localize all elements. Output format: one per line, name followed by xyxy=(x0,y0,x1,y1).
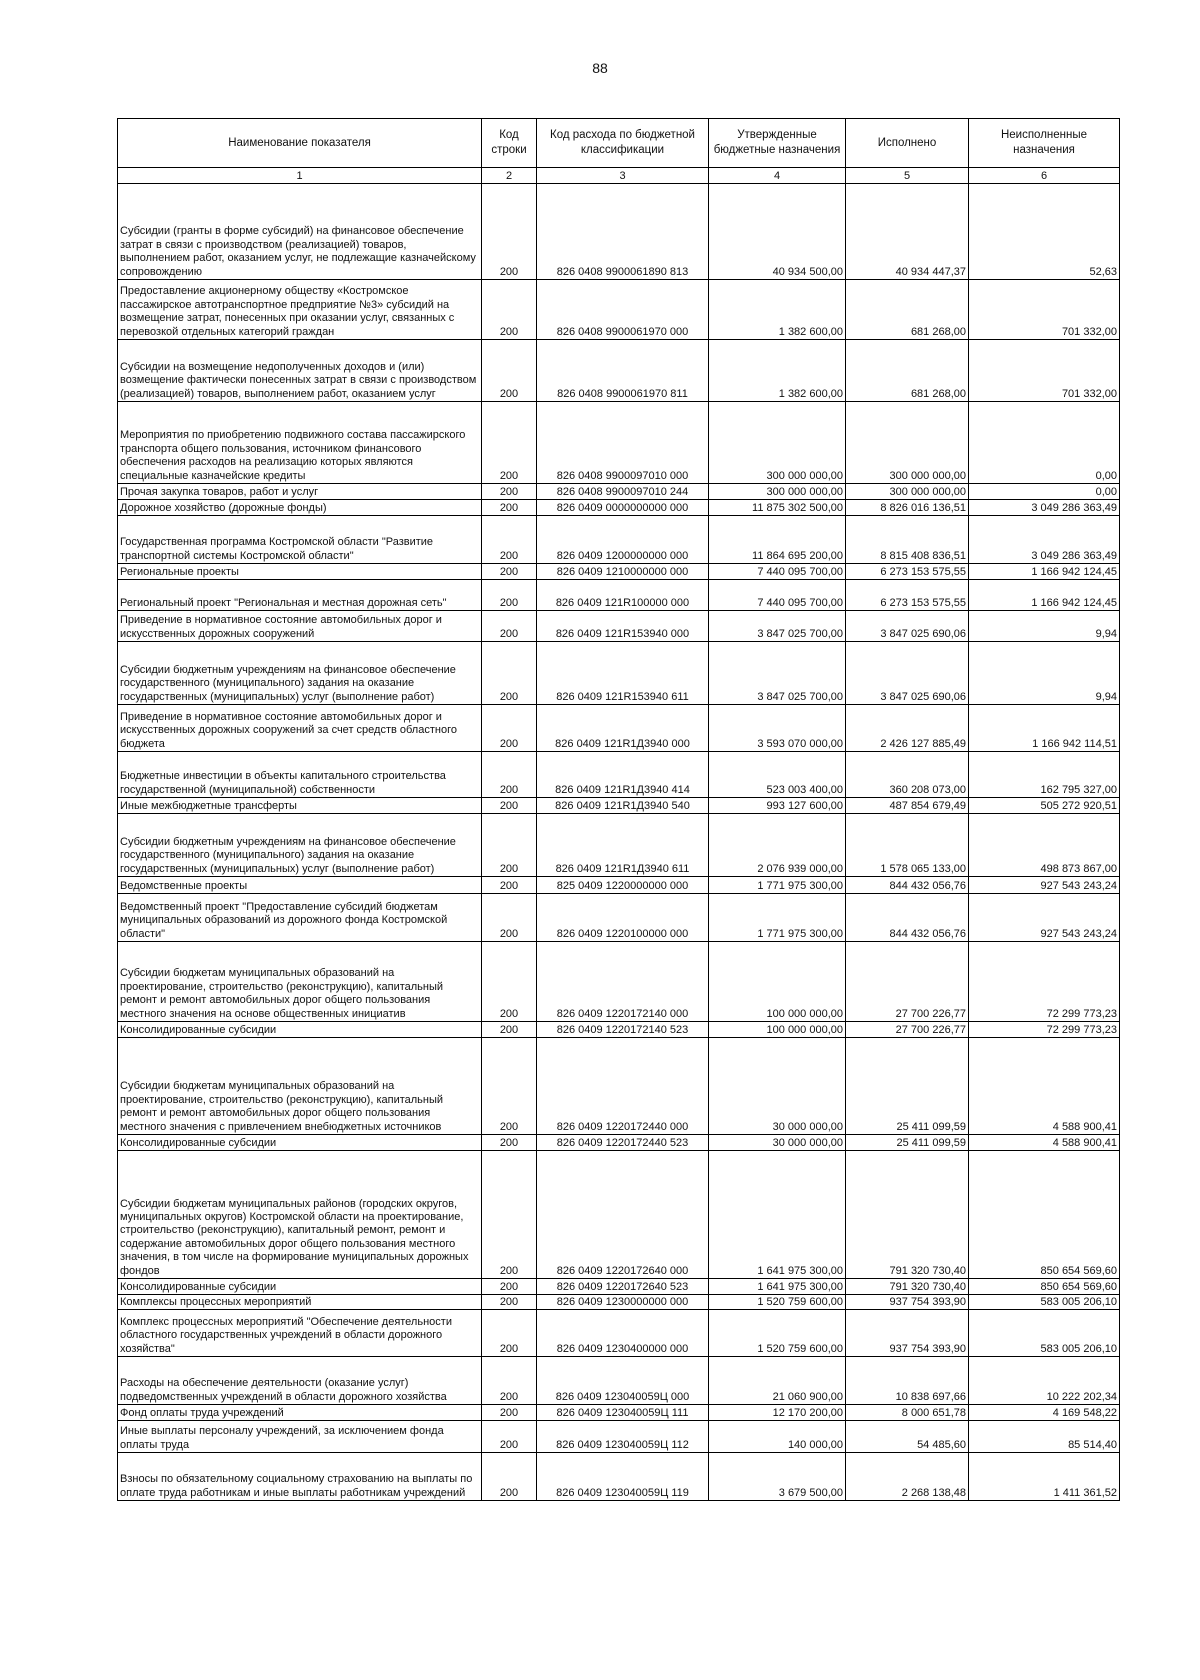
table-row xyxy=(118,814,1120,877)
row-executed: 681 268,00 xyxy=(846,340,969,402)
table-row xyxy=(118,1038,1120,1135)
row-unexecuted: 1 166 942 124,45 xyxy=(969,564,1120,580)
row-classification-code: 826 0409 121R1Д3940 540 xyxy=(537,798,709,814)
row-line-code: 200 xyxy=(482,1453,537,1501)
row-name: Прочая закупка товаров, работ и услуг xyxy=(118,484,482,500)
row-approved: 1 641 975 300,00 xyxy=(709,1279,846,1295)
row-unexecuted: 1 166 942 124,45 xyxy=(969,580,1120,611)
row-unexecuted: 583 005 206,10 xyxy=(969,1295,1120,1310)
row-line-code: 200 xyxy=(482,611,537,642)
row-executed: 937 754 393,90 xyxy=(846,1310,969,1357)
row-approved: 1 382 600,00 xyxy=(709,340,846,402)
row-executed: 27 700 226,77 xyxy=(846,1022,969,1038)
row-name: Субсидии бюджетам муниципальных образований на проектирование, строительство (реконструкцию), капитальный ремонт и ремонт автомобильных дорог общего пользования местного значения на основе общественных инициатив xyxy=(118,942,482,1022)
row-approved: 300 000 000,00 xyxy=(709,402,846,484)
row-name: Иные выплаты персоналу учреждений, за исключением фонда оплаты труда xyxy=(118,1421,482,1453)
row-executed: 360 208 073,00 xyxy=(846,752,969,798)
row-executed: 844 432 056,76 xyxy=(846,877,969,894)
row-line-code: 200 xyxy=(482,1421,537,1453)
row-line-code: 200 xyxy=(482,1295,537,1310)
row-classification-code: 826 0409 1220172640 000 xyxy=(537,1151,709,1279)
row-name: Предоставление акционерному обществу «Костромское пассажирское автотранспортное предприятие №3» субсидий на возмещение затрат, понесенных при оказании услуг, связанных с перевозкой отдельных категорий граждан xyxy=(118,280,482,340)
row-name: Субсидии бюджетным учреждениям на финансовое обеспечение государственного (муниципального) задания на оказание государственных (муниципальных) услуг (выполнение работ) xyxy=(118,642,482,705)
row-line-code: 200 xyxy=(482,642,537,705)
row-unexecuted: 927 543 243,24 xyxy=(969,877,1120,894)
row-line-code: 200 xyxy=(482,516,537,564)
row-approved: 1 382 600,00 xyxy=(709,280,846,340)
row-approved: 3 679 500,00 xyxy=(709,1453,846,1501)
row-executed: 3 847 025 690,06 xyxy=(846,611,969,642)
table-row xyxy=(118,402,1120,484)
row-name: Расходы на обеспечение деятельности (оказание услуг) подведомственных учреждений в области дорожного хозяйства xyxy=(118,1357,482,1405)
table-row xyxy=(118,340,1120,402)
row-line-code: 200 xyxy=(482,580,537,611)
row-unexecuted: 0,00 xyxy=(969,484,1120,500)
row-unexecuted: 52,63 xyxy=(969,184,1120,280)
column-number: 6 xyxy=(969,168,1120,184)
row-approved: 3 593 070 000,00 xyxy=(709,705,846,752)
row-name: Ведомственные проекты xyxy=(118,877,482,894)
row-executed: 8 815 408 836,51 xyxy=(846,516,969,564)
table-row xyxy=(118,1421,1120,1453)
table-row xyxy=(118,580,1120,611)
row-executed: 487 854 679,49 xyxy=(846,798,969,814)
row-classification-code: 826 0409 1200000000 000 xyxy=(537,516,709,564)
table-row xyxy=(118,1022,1120,1038)
row-approved: 100 000 000,00 xyxy=(709,942,846,1022)
row-name: Субсидии бюджетным учреждениям на финансовое обеспечение государственного (муниципального) задания на оказание государственных (муниципальных) услуг (выполнение работ) xyxy=(118,814,482,877)
row-unexecuted: 701 332,00 xyxy=(969,280,1120,340)
row-classification-code: 826 0409 1230400000 000 xyxy=(537,1310,709,1357)
row-line-code: 200 xyxy=(482,1405,537,1421)
row-approved: 11 864 695 200,00 xyxy=(709,516,846,564)
header-indicator-name: Наименование показателя xyxy=(118,119,482,168)
row-executed: 54 485,60 xyxy=(846,1421,969,1453)
table-row xyxy=(118,1295,1120,1310)
row-approved: 140 000,00 xyxy=(709,1421,846,1453)
row-line-code: 200 xyxy=(482,1038,537,1135)
row-unexecuted: 583 005 206,10 xyxy=(969,1310,1120,1357)
row-executed: 681 268,00 xyxy=(846,280,969,340)
budget-execution-table xyxy=(117,118,1120,1501)
row-approved: 1 771 975 300,00 xyxy=(709,877,846,894)
row-line-code: 200 xyxy=(482,500,537,516)
row-approved: 1 520 759 600,00 xyxy=(709,1295,846,1310)
table-row xyxy=(118,1405,1120,1421)
row-line-code: 200 xyxy=(482,280,537,340)
row-approved: 100 000 000,00 xyxy=(709,1022,846,1038)
row-classification-code: 826 0409 121R100000 000 xyxy=(537,580,709,611)
row-classification-code: 826 0409 1220172440 000 xyxy=(537,1038,709,1135)
column-number: 5 xyxy=(846,168,969,184)
row-approved: 1 641 975 300,00 xyxy=(709,1151,846,1279)
row-executed: 40 934 447,37 xyxy=(846,184,969,280)
row-unexecuted: 85 514,40 xyxy=(969,1421,1120,1453)
header-classification-code: Код расхода по бюджетной классификации xyxy=(537,119,709,168)
row-approved: 30 000 000,00 xyxy=(709,1038,846,1135)
table-row xyxy=(118,484,1120,500)
row-approved: 21 060 900,00 xyxy=(709,1357,846,1405)
table-row xyxy=(118,564,1120,580)
row-unexecuted: 3 049 286 363,49 xyxy=(969,516,1120,564)
row-executed: 8 826 016 136,51 xyxy=(846,500,969,516)
row-approved: 523 003 400,00 xyxy=(709,752,846,798)
row-line-code: 200 xyxy=(482,184,537,280)
header-row xyxy=(118,119,1120,168)
row-executed: 300 000 000,00 xyxy=(846,484,969,500)
header-unexecuted: Неисполненные назначения xyxy=(969,119,1120,168)
row-line-code: 200 xyxy=(482,877,537,894)
row-line-code: 200 xyxy=(482,402,537,484)
row-unexecuted: 498 873 867,00 xyxy=(969,814,1120,877)
row-line-code: 200 xyxy=(482,340,537,402)
row-classification-code: 826 0409 123040059Ц 112 xyxy=(537,1421,709,1453)
row-unexecuted: 850 654 569,60 xyxy=(969,1279,1120,1295)
row-unexecuted: 927 543 243,24 xyxy=(969,894,1120,942)
row-approved: 2 076 939 000,00 xyxy=(709,814,846,877)
row-classification-code: 826 0409 123040059Ц 111 xyxy=(537,1405,709,1421)
row-unexecuted: 3 049 286 363,49 xyxy=(969,500,1120,516)
row-approved: 30 000 000,00 xyxy=(709,1135,846,1151)
row-executed: 3 847 025 690,06 xyxy=(846,642,969,705)
header-line-code: Код строки xyxy=(482,119,537,168)
column-number-row xyxy=(118,168,1120,184)
row-line-code: 200 xyxy=(482,894,537,942)
column-number: 2 xyxy=(482,168,537,184)
row-executed: 791 320 730,40 xyxy=(846,1151,969,1279)
row-line-code: 200 xyxy=(482,1310,537,1357)
row-line-code: 200 xyxy=(482,1022,537,1038)
row-line-code: 200 xyxy=(482,798,537,814)
row-executed: 1 578 065 133,00 xyxy=(846,814,969,877)
row-unexecuted: 701 332,00 xyxy=(969,340,1120,402)
table-row xyxy=(118,184,1120,280)
row-unexecuted: 72 299 773,23 xyxy=(969,1022,1120,1038)
row-unexecuted: 4 588 900,41 xyxy=(969,1038,1120,1135)
table-row xyxy=(118,798,1120,814)
row-executed: 2 426 127 885,49 xyxy=(846,705,969,752)
table-row xyxy=(118,280,1120,340)
column-number: 4 xyxy=(709,168,846,184)
row-classification-code: 826 0408 9900097010 000 xyxy=(537,402,709,484)
row-approved: 7 440 095 700,00 xyxy=(709,580,846,611)
row-unexecuted: 505 272 920,51 xyxy=(969,798,1120,814)
row-name: Региональные проекты xyxy=(118,564,482,580)
table-row xyxy=(118,877,1120,894)
table-row xyxy=(118,516,1120,564)
row-name: Субсидии бюджетам муниципальных образований на проектирование, строительство (реконструкцию), капитальный ремонт и ремонт автомобильных дорог общего пользования местного значения с привлечением внебюджетных источников xyxy=(118,1038,482,1135)
row-classification-code: 826 0409 0000000000 000 xyxy=(537,500,709,516)
row-executed: 6 273 153 575,55 xyxy=(846,580,969,611)
row-executed: 8 000 651,78 xyxy=(846,1405,969,1421)
header-executed: Исполнено xyxy=(846,119,969,168)
row-unexecuted: 4 169 548,22 xyxy=(969,1405,1120,1421)
row-name: Консолидированные субсидии xyxy=(118,1135,482,1151)
row-unexecuted: 162 795 327,00 xyxy=(969,752,1120,798)
row-name: Консолидированные субсидии xyxy=(118,1022,482,1038)
row-executed: 25 411 099,59 xyxy=(846,1135,969,1151)
row-name: Комплексы процессных мероприятий xyxy=(118,1295,482,1310)
row-name: Консолидированные субсидии xyxy=(118,1279,482,1295)
table-row xyxy=(118,705,1120,752)
row-approved: 40 934 500,00 xyxy=(709,184,846,280)
row-classification-code: 826 0409 1210000000 000 xyxy=(537,564,709,580)
row-classification-code: 826 0409 121R1Д3940 611 xyxy=(537,814,709,877)
row-line-code: 200 xyxy=(482,1279,537,1295)
row-classification-code: 826 0409 1220172440 523 xyxy=(537,1135,709,1151)
table-row xyxy=(118,1279,1120,1295)
row-unexecuted: 9,94 xyxy=(969,611,1120,642)
row-executed: 300 000 000,00 xyxy=(846,402,969,484)
table-row xyxy=(118,1310,1120,1357)
header-approved: Утвержденные бюджетные назначения xyxy=(709,119,846,168)
table-row xyxy=(118,1357,1120,1405)
row-executed: 844 432 056,76 xyxy=(846,894,969,942)
row-name: Мероприятия по приобретению подвижного состава пассажирского транспорта общего пользования, источником финансового обеспечения расходов на реализацию которых являются специальные казначейские кредиты xyxy=(118,402,482,484)
row-line-code: 200 xyxy=(482,814,537,877)
row-line-code: 200 xyxy=(482,1151,537,1279)
row-unexecuted: 10 222 202,34 xyxy=(969,1357,1120,1405)
row-unexecuted: 4 588 900,41 xyxy=(969,1135,1120,1151)
row-classification-code: 826 0409 121R1Д3940 000 xyxy=(537,705,709,752)
table-row xyxy=(118,894,1120,942)
row-executed: 937 754 393,90 xyxy=(846,1295,969,1310)
table-row xyxy=(118,500,1120,516)
row-name: Ведомственный проект "Предоставление субсидий бюджетам муниципальных образований из дорожного фонда Костромской области" xyxy=(118,894,482,942)
row-executed: 2 268 138,48 xyxy=(846,1453,969,1501)
row-unexecuted: 72 299 773,23 xyxy=(969,942,1120,1022)
row-name: Субсидии на возмещение недополученных доходов и (или) возмещение фактически понесенных затрат в связи с производством (реализацией) товаров, выполнением работ, оказанием услуг xyxy=(118,340,482,402)
row-classification-code: 826 0409 121R153940 000 xyxy=(537,611,709,642)
row-line-code: 200 xyxy=(482,564,537,580)
column-number: 1 xyxy=(118,168,482,184)
row-line-code: 200 xyxy=(482,752,537,798)
row-classification-code: 826 0409 1220172640 523 xyxy=(537,1279,709,1295)
row-name: Приведение в нормативное состояние автомобильных дорог и искусственных дорожных сооружений за счет средств областного бюджета xyxy=(118,705,482,752)
page-number: 88 xyxy=(592,60,608,76)
row-approved: 993 127 600,00 xyxy=(709,798,846,814)
row-approved: 12 170 200,00 xyxy=(709,1405,846,1421)
row-executed: 10 838 697,66 xyxy=(846,1357,969,1405)
table-row xyxy=(118,752,1120,798)
row-name: Иные межбюджетные трансферты xyxy=(118,798,482,814)
row-name: Фонд оплаты труда учреждений xyxy=(118,1405,482,1421)
table-row xyxy=(118,1151,1120,1279)
row-executed: 25 411 099,59 xyxy=(846,1038,969,1135)
row-classification-code: 826 0409 1220172140 523 xyxy=(537,1022,709,1038)
row-name: Дорожное хозяйство (дорожные фонды) xyxy=(118,500,482,516)
row-approved: 3 847 025 700,00 xyxy=(709,611,846,642)
row-name: Государственная программа Костромской области "Развитие транспортной системы Костромской области" xyxy=(118,516,482,564)
table-row xyxy=(118,1453,1120,1501)
row-classification-code: 826 0409 121R1Д3940 414 xyxy=(537,752,709,798)
row-classification-code: 826 0409 123040059Ц 000 xyxy=(537,1357,709,1405)
table-row xyxy=(118,642,1120,705)
row-line-code: 200 xyxy=(482,1357,537,1405)
row-classification-code: 826 0408 9900061890 813 xyxy=(537,184,709,280)
row-approved: 1 520 759 600,00 xyxy=(709,1310,846,1357)
row-executed: 791 320 730,40 xyxy=(846,1279,969,1295)
row-classification-code: 825 0409 1220000000 000 xyxy=(537,877,709,894)
row-line-code: 200 xyxy=(482,484,537,500)
row-executed: 6 273 153 575,55 xyxy=(846,564,969,580)
row-unexecuted: 0,00 xyxy=(969,402,1120,484)
row-classification-code: 826 0409 123040059Ц 119 xyxy=(537,1453,709,1501)
row-name: Субсидии (гранты в форме субсидий) на финансовое обеспечение затрат в связи с производством (реализацией) товаров, выполнением работ, оказанием услуг, не подлежащие казначейскому сопровождению xyxy=(118,184,482,280)
row-classification-code: 826 0408 9900097010 244 xyxy=(537,484,709,500)
row-approved: 300 000 000,00 xyxy=(709,484,846,500)
row-name: Взносы по обязательному социальному страхованию на выплаты по оплате труда работникам и иные выплаты работникам учреждений xyxy=(118,1453,482,1501)
row-name: Субсидии бюджетам муниципальных районов (городских округов, муниципальных округов) Костромской области на проектирование, строительство (реконструкцию), капитальный ремонт, ремонт и содержание автомобильных дорог общего пользования местного значения, в том числе на формирование муниципальных дорожных фондов xyxy=(118,1151,482,1279)
row-unexecuted: 1 166 942 114,51 xyxy=(969,705,1120,752)
row-approved: 11 875 302 500,00 xyxy=(709,500,846,516)
row-line-code: 200 xyxy=(482,1135,537,1151)
row-executed: 27 700 226,77 xyxy=(846,942,969,1022)
row-line-code: 200 xyxy=(482,705,537,752)
row-name: Приведение в нормативное состояние автомобильных дорог и искусственных дорожных сооружений xyxy=(118,611,482,642)
row-approved: 7 440 095 700,00 xyxy=(709,564,846,580)
table-row xyxy=(118,1135,1120,1151)
row-unexecuted: 1 411 361,52 xyxy=(969,1453,1120,1501)
row-classification-code: 826 0408 9900061970 811 xyxy=(537,340,709,402)
column-number: 3 xyxy=(537,168,709,184)
row-classification-code: 826 0409 1220172140 000 xyxy=(537,942,709,1022)
row-name: Региональный проект "Региональная и местная дорожная сеть" xyxy=(118,580,482,611)
row-unexecuted: 9,94 xyxy=(969,642,1120,705)
row-approved: 3 847 025 700,00 xyxy=(709,642,846,705)
row-name: Бюджетные инвестиции в объекты капитального строительства государственной (муниципальной) собственности xyxy=(118,752,482,798)
row-classification-code: 826 0409 1220100000 000 xyxy=(537,894,709,942)
table-body xyxy=(118,184,1120,1501)
table-row xyxy=(118,942,1120,1022)
row-classification-code: 826 0409 121R153940 611 xyxy=(537,642,709,705)
row-line-code: 200 xyxy=(482,942,537,1022)
row-classification-code: 826 0409 1230000000 000 xyxy=(537,1295,709,1310)
table-row xyxy=(118,611,1120,642)
row-name: Комплекс процессных мероприятий "Обеспечение деятельности областного государственных учреждений в области дорожного хозяйства" xyxy=(118,1310,482,1357)
row-approved: 1 771 975 300,00 xyxy=(709,894,846,942)
row-unexecuted: 850 654 569,60 xyxy=(969,1151,1120,1279)
row-classification-code: 826 0408 9900061970 000 xyxy=(537,280,709,340)
